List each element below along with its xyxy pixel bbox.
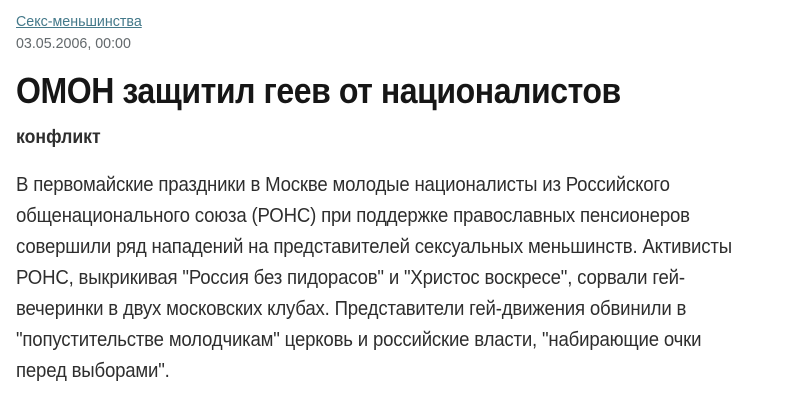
article-body-line: перед выборами".: [16, 360, 170, 382]
publish-date: 03.05.2006, 00:00: [16, 35, 131, 52]
article-body: [16, 170, 785, 387]
article-body-line: В первомайские праздники в Москве молодые националисты из Российского: [16, 174, 670, 196]
article-body-line: общенационального союза (РОНС) при поддержке православных пенсионеров: [16, 205, 690, 227]
article-body-line: РОНС, выкрикивая "Россия без пидорасов" и "Христос воскресе", сорвали гей-: [16, 267, 685, 289]
category-row: [16, 13, 785, 31]
article-body-line: совершили ряд нападений на представителей сексуальных меньшинств. Активисты: [16, 236, 732, 258]
category-link[interactable]: Секс-меньшинства: [16, 13, 142, 30]
article-title: ОМОН защитил геев от националистов: [16, 70, 621, 111]
article-body-line: "попустительстве молодчикам" церковь и российские власти, "набирающие очки: [16, 329, 702, 351]
article-subtitle: конфликт: [16, 127, 101, 148]
article-body-line: вечеринки в двух московских клубах. Представители гей-движения обвинили в: [16, 298, 687, 320]
